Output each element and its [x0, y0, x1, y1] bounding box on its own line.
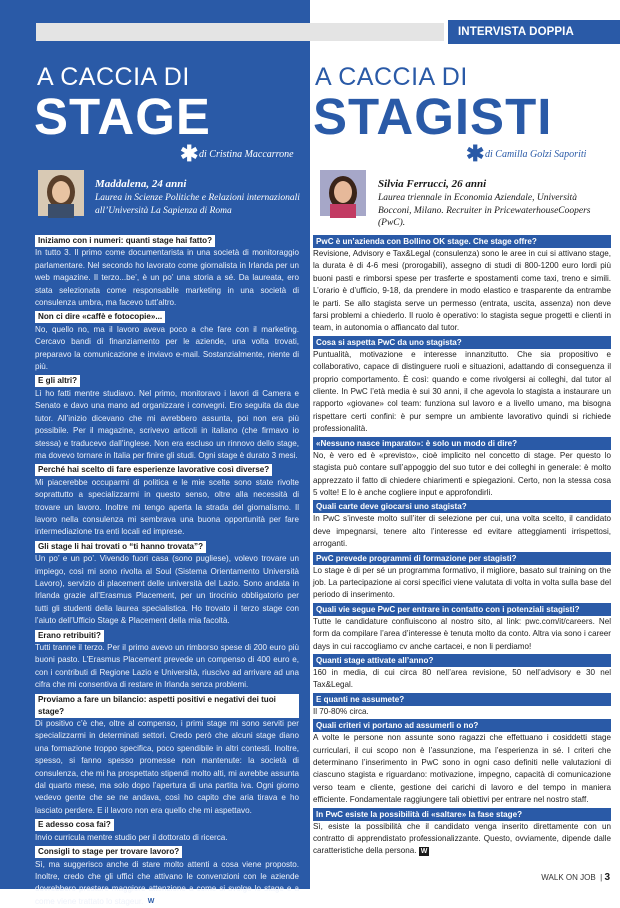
question-heading: PwC prevede programmi di formazione per stagisti?: [313, 552, 611, 565]
answer-text: Di positivo c’è che, oltre al compenso, i primi stage mi sono serviti per specializzarmi in determinati settori. Credo però che alcuni stage diano una formazione troppo specifica, poco spendibile in altri contesti. Inoltre, spesso, si fanno spesso promesse non mantenute: la società di consulenza, che mi ha prospettato stipendi molto alti, mi avrebbe assunta dal quarto mese, ma solo dopo l’apertura di una partita iva. Ogni giorno vedevo gente che se ne andava, così ho capito che aria tirava e ho lasciato perdere. E il lavoro non era quello che mi aspettavo.: [35, 718, 299, 817]
top-gray-bar: [36, 23, 444, 41]
question-heading: Non ci dire «caffè e fotocopie»...: [35, 311, 165, 323]
right-person-name: Silvia Ferrucci, 26 anni: [378, 178, 486, 190]
answer-text: Un po’ e un po’. Vivendo fuori casa (sono pugliese), volevo trovare un impiego, così mi sono rivolta al Soul (Sistema Orientamento Università Lavoro), servizio di placement delle università del Lazio. Sono andata in Irlanda grazie all’Erasmus Placement, per un tirocinio obbligatorio per tutti gli studenti della laurea specialistica. Ho trovato il terzo stage con l’aiuto dell’Ufficio Stage & Placement della mia facoltà.: [35, 553, 299, 627]
answer-text: 160 in media, di cui circa 80 nell’area revisione, 50 nell’advisory e 30 nel Tax&Legal.: [313, 667, 611, 692]
right-title: STAGISTI: [313, 91, 552, 143]
left-kicker: A CACCIA DI: [37, 64, 190, 90]
end-mark-icon: W: [419, 847, 430, 856]
star-asterisk-icon: ✱: [180, 143, 198, 165]
question-heading: Iniziamo con i numeri: quanti stage hai fatto?: [35, 235, 215, 247]
answer-text: No, quello no, ma il lavoro aveva poco a che fare con il marketing. Cercavo bandi di finanziamento per le aziende, una volta trovati, preparavo la comunicazione e inviavo e-mail. Sostanzialmente, niente di più.: [35, 324, 299, 374]
avatar: [320, 170, 366, 216]
question-heading: Quali criteri vi portano ad assumerli o no?: [313, 719, 611, 732]
question-heading: Quali carte deve giocarsi uno stagista?: [313, 500, 611, 513]
question-heading: Quali vie segue PwC per entrare in contatto con i potenziali stagisti?: [313, 603, 611, 616]
question-heading: Quanti stage attivate all’anno?: [313, 654, 611, 667]
answer-text: No, è vero ed è «previsto», cioè implicito nel concetto di stage. Per questo lo stagista può contare sull’appoggio del suo tutor e dei colleghi in generale: è molto apprezzato il fatto di chiedere chiarimenti e spiegazioni. Certo, non la stessa cosa 5 volte! E lo è anche cogliere input e approfondirli.: [313, 450, 611, 500]
question-heading: E quanti ne assumete?: [313, 693, 611, 706]
right-person-desc: Laurea triennale in Economia Aziendale, Università Bocconi, Milano. Recruiter in PricewaterhouseCoopers (PwC).: [378, 192, 610, 230]
answer-text: Mi piacerebbe occuparmi di politica e le mie scelte sono state rivolte soprattutto a specializzarmi in questo senso, oltre alla necessità di trovare un lavoro. Inoltre mi tengo aperta la strada del giornalismo. Il lavoro nella consulenza mi sembrava una buona opportunità per fare intermediazione tra enti locali ed imprese.: [35, 477, 299, 539]
left-title: STAGE: [34, 91, 211, 143]
star-asterisk-icon: ✱: [466, 143, 484, 165]
answer-text: Tutti tranne il terzo. Per il primo avevo un rimborso spese di 200 euro più buoni pasto. L’Erasmus Placement prevede un compenso di 400 euro e, con i contributi di Regione Lazio e Università, riuscivo ad arrivare ad una cifra che mi consentiva di restare in Irlanda senza problemi.: [35, 642, 299, 692]
question-heading: Cosa si aspetta PwC da uno stagista?: [313, 336, 611, 349]
page-number: 3: [604, 872, 610, 883]
question-heading: In PwC esiste la possibilità di «saltare» la fase stage?: [313, 808, 611, 821]
magazine-name: WALK ON JOB: [541, 873, 595, 882]
answer-text: Revisione, Advisory e Tax&Legal (consulenza) sono le aree in cui si attivano stage, la durata è di 4-6 mesi (prorogabili), assegno di studi di 800-1200 euro lordi più buoni pasti e rimborsi spese per trasferte e spostamenti come taxi, treno e simili. L’orario è d’ufficio, 9-18, da prendere in modo elastico e trasparente da entrambe le parti. Se allo stagista serve un permesso (entrata, uscita, assenza) non deve farsi problemi a chiederlo. Il ruolo è operativo: lo stagista segue progetti e clienti in team, in autonomia o affiancato dal tutor.: [313, 248, 611, 335]
avatar: [38, 170, 84, 216]
question-heading: «Nessuno nasce imparato»: è solo un modo di dire?: [313, 437, 611, 450]
answer-text: Tutte le candidature confluiscono al nostro sito, al link: pwc.com/it/careers. Nel form da compilare l’area d’interesse è tenuta molto da conto. Altra via sono i career days in cui raccogliamo cv anche cartacei, e non li perdiamo!: [313, 616, 611, 653]
question-heading: E gli altri?: [35, 375, 80, 387]
answer-text: Sì, ma suggerisco anche di stare molto attenti a cosa viene proposto. Inoltre, credo che gli uffici che attivano le convenzioni con le aziende dovrebbero prestare maggiore attenzione a come si svolge lo stage e a come viene trattato lo stageur. W: [35, 859, 299, 908]
question-heading: Proviamo a fare un bilancio: aspetti positivi e negativi dei tuoi stage?: [35, 694, 299, 718]
answer-text: Puntualità, motivazione e interesse innanzitutto. Che sia propositivo e collaborativo, capace di distinguere ruoli e situazioni, adattando di conseguenza il proprio comportamento. È così: quando e come rivolgersi ai colleghi, dal tutor al cliente. In PwC l’età media è sui 30 anni, il che agevola lo stagista a instaurare un rapporto «giovane» col team: funziona sul lavoro e a livello umano, ma bisogna rispettare certi confini: è pur sempre un ambiente lavorativo quindi si richiede professionalità.: [313, 349, 611, 436]
left-byline: di Cristina Maccarrone: [199, 149, 294, 160]
question-heading: Gli stage li hai trovati o “ti hanno trovata”?: [35, 541, 206, 553]
page-footer: WALK ON JOB | 3: [541, 872, 610, 883]
right-kicker: A CACCIA DI: [315, 64, 468, 90]
left-person-desc: Laurea in Scienze Politiche e Relazioni internazionali all’Università La Sapienza di Roma: [95, 192, 300, 217]
answer-text: Il 70-80% circa.: [313, 706, 611, 718]
question-heading: Erano retribuiti?: [35, 630, 104, 642]
answer-text: Sì, esiste la possibilità che il candidato venga inserito direttamente con un contratto di apprendistato professionalizzante. Questo, ovviamente, dipende dalle caratteristiche della persona. W: [313, 821, 611, 858]
section-tag: INTERVISTA DOPPIA: [448, 20, 620, 44]
left-person-name: Maddalena, 24 anni: [95, 178, 186, 190]
answer-text: Lì ho fatti mentre studiavo. Nel primo, monitoravo i lavori di Camera e Senato e davo una mano ad organizzare i convegni. Ero seguita da due tutor. All’inizio dicevano che mi avrebbero assunta, poi non era più possibile. Per il magazine, scrivevo articoli in italiano (che firmavo io stessa) e traducevo dall’inglese. Non era escluso un rinnovo dello stage, ma dovevo tornare in Italia per finire gli studi. Ogni stage è durato 3 mesi.: [35, 388, 299, 462]
right-interview-text: [313, 234, 611, 849]
question-heading: Consigli to stage per trovare lavoro?: [35, 846, 182, 858]
question-heading: PwC è un’azienda con Bollino OK stage. Che stage offre?: [313, 235, 611, 248]
left-interview-text: [35, 234, 299, 859]
answer-text: Invio curricula mentre studio per il dottorato di ricerca.: [35, 832, 299, 844]
answer-text: Lo stage è di per sé un programma formativo, il migliore, basato sul training on the job. La partecipazione ai corsi specifici viene valutata di volta in volta sulla base del periodo di inserimento.: [313, 565, 611, 602]
question-heading: E adesso cosa fai?: [35, 819, 114, 831]
answer-text: A volte le persone non assunte sono ragazzi che effettuano i cosiddetti stage curriculari, il cui scopo non è l’assunzione, ma l’esperienza in sé. I criteri che determinano l’inserimento in PwC sono in ogni caso definiti nelle valutazioni di ciascuno stagista e riguardano: motivazione, impegno, capacità di comunicazione verso team e cliente, gestione dei carichi di lavoro e del tempo in maniera efficiente. Fondamentale raggiungere tali obiettivi per entrare nel nostro staff.: [313, 732, 611, 806]
answer-text: In PwC s’investe molto sull’iter di selezione per cui, una volta scelto, il candidato deve impegnarsi, tenere alto l’interesse ed evitare atteggiamenti irrispettosi, arroganti.: [313, 513, 611, 550]
end-mark-icon: W: [146, 897, 157, 906]
right-byline: di Camilla Golzi Saporiti: [485, 149, 586, 160]
question-heading: Perché hai scelto di fare esperienze lavorative così diverse?: [35, 464, 272, 476]
answer-text: In tutto 3. Il primo come documentarista in una società di monitoraggio parlamentare. Nel secondo ho lavorato come giornalista in Irlanda per un web magazine. Il terzo...be’, è un po’ una storia a sé. Da laureata, ero stata selezionata come responsabile marketing in una società di consulenza umbra, ma facevo tutt’altro.: [35, 247, 299, 309]
